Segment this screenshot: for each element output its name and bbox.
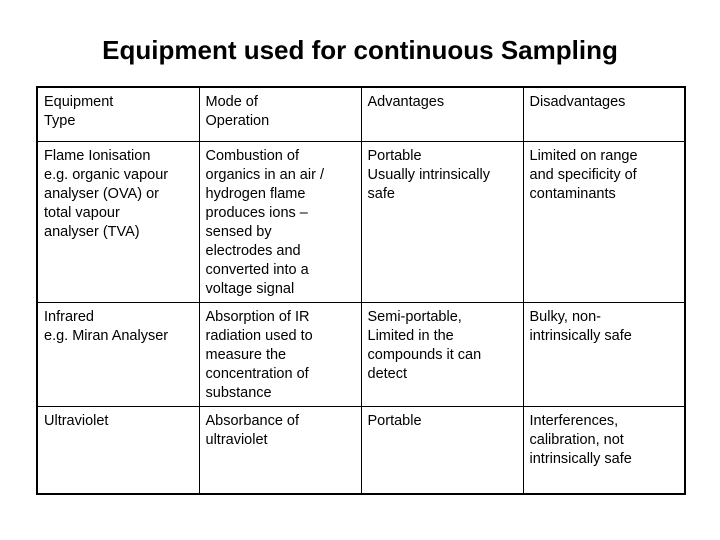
table-cell-equipment bbox=[37, 141, 199, 302]
cell-text-line: intrinsically safe bbox=[529, 450, 632, 467]
table-cell-equipment bbox=[37, 406, 199, 494]
table-row bbox=[37, 406, 685, 494]
cell-text-line: produces ions – bbox=[205, 204, 308, 221]
cell-text-line: Type bbox=[44, 113, 76, 129]
cell-text-line: Infrared bbox=[44, 308, 94, 325]
header-cell-disadvantages bbox=[523, 87, 685, 141]
cell-text-line: Ultraviolet bbox=[44, 412, 109, 429]
cell-text-line: Disadvantages bbox=[529, 94, 626, 110]
cell-text-line: calibration, not bbox=[529, 431, 624, 448]
cell-text-line: and specificity of bbox=[529, 166, 637, 183]
cell-text-line: electrodes and bbox=[205, 242, 301, 259]
table-cell-advantages bbox=[361, 406, 523, 494]
header-cell-advantages bbox=[361, 87, 523, 141]
cell-text-line: detect bbox=[367, 365, 407, 382]
cell-text-line: Bulky, non- bbox=[529, 308, 601, 325]
cell-text-line: contaminants bbox=[529, 185, 616, 202]
cell-text-line: Semi-portable, bbox=[367, 308, 462, 325]
cell-text-line: Limited in the bbox=[367, 327, 454, 344]
table-row bbox=[37, 141, 685, 302]
table-cell-mode bbox=[199, 406, 361, 494]
table-header-row bbox=[37, 87, 685, 141]
table-cell-advantages bbox=[361, 141, 523, 302]
cell-text-line: compounds it can bbox=[367, 346, 482, 363]
cell-text-line: total vapour bbox=[44, 204, 120, 221]
cell-text-line: measure the bbox=[205, 346, 287, 363]
page-title: Equipment used for continuous Sampling bbox=[102, 35, 618, 65]
table-cell-equipment bbox=[37, 302, 199, 406]
table-cell-disadvantages bbox=[523, 302, 685, 406]
cell-text-line: Flame Ionisation bbox=[44, 147, 151, 164]
table-cell-disadvantages bbox=[523, 406, 685, 494]
cell-text-line: e.g. Miran Analyser bbox=[44, 327, 169, 344]
cell-text-line: e.g. organic vapour bbox=[44, 166, 169, 183]
equipment-table bbox=[36, 86, 686, 495]
table-cell-mode bbox=[199, 302, 361, 406]
table-cell-disadvantages bbox=[523, 141, 685, 302]
cell-text-line: voltage signal bbox=[205, 280, 295, 297]
cell-text-line: Usually intrinsically bbox=[367, 166, 490, 183]
table-cell-advantages bbox=[361, 302, 523, 406]
header-cell-mode-of-operation bbox=[199, 87, 361, 141]
cell-text-line: Portable bbox=[367, 147, 422, 164]
cell-text-line: Interferences, bbox=[529, 412, 619, 429]
cell-text-line: ultraviolet bbox=[205, 431, 268, 448]
cell-text-line: Absorption of IR bbox=[205, 308, 310, 325]
cell-text-line: Mode of bbox=[205, 94, 258, 110]
cell-text-line: radiation used to bbox=[205, 327, 313, 344]
cell-text-line: analyser (OVA) or bbox=[44, 185, 159, 202]
cell-text-line: organics in an air / bbox=[205, 166, 324, 183]
cell-text-line: substance bbox=[205, 384, 272, 401]
cell-text-line: Portable bbox=[367, 412, 422, 429]
cell-text-line: safe bbox=[367, 185, 395, 202]
cell-text-line: sensed by bbox=[205, 223, 272, 240]
cell-text-line: Limited on range bbox=[529, 147, 638, 164]
cell-text-line: hydrogen flame bbox=[205, 185, 306, 202]
cell-text-line: analyser (TVA) bbox=[44, 223, 140, 240]
cell-text-line: Combustion of bbox=[205, 147, 299, 164]
cell-text-line: Absorbance of bbox=[205, 412, 300, 429]
cell-text-line: Advantages bbox=[367, 94, 445, 110]
cell-text-line: intrinsically safe bbox=[529, 327, 632, 344]
cell-text-line: converted into a bbox=[205, 261, 309, 278]
table-cell-mode bbox=[199, 141, 361, 302]
cell-text-line: Equipment bbox=[44, 94, 114, 110]
cell-text-line: concentration of bbox=[205, 365, 309, 382]
header-cell-equipment-type bbox=[37, 87, 199, 141]
cell-text-line: Operation bbox=[205, 113, 270, 129]
table-row bbox=[37, 302, 685, 406]
